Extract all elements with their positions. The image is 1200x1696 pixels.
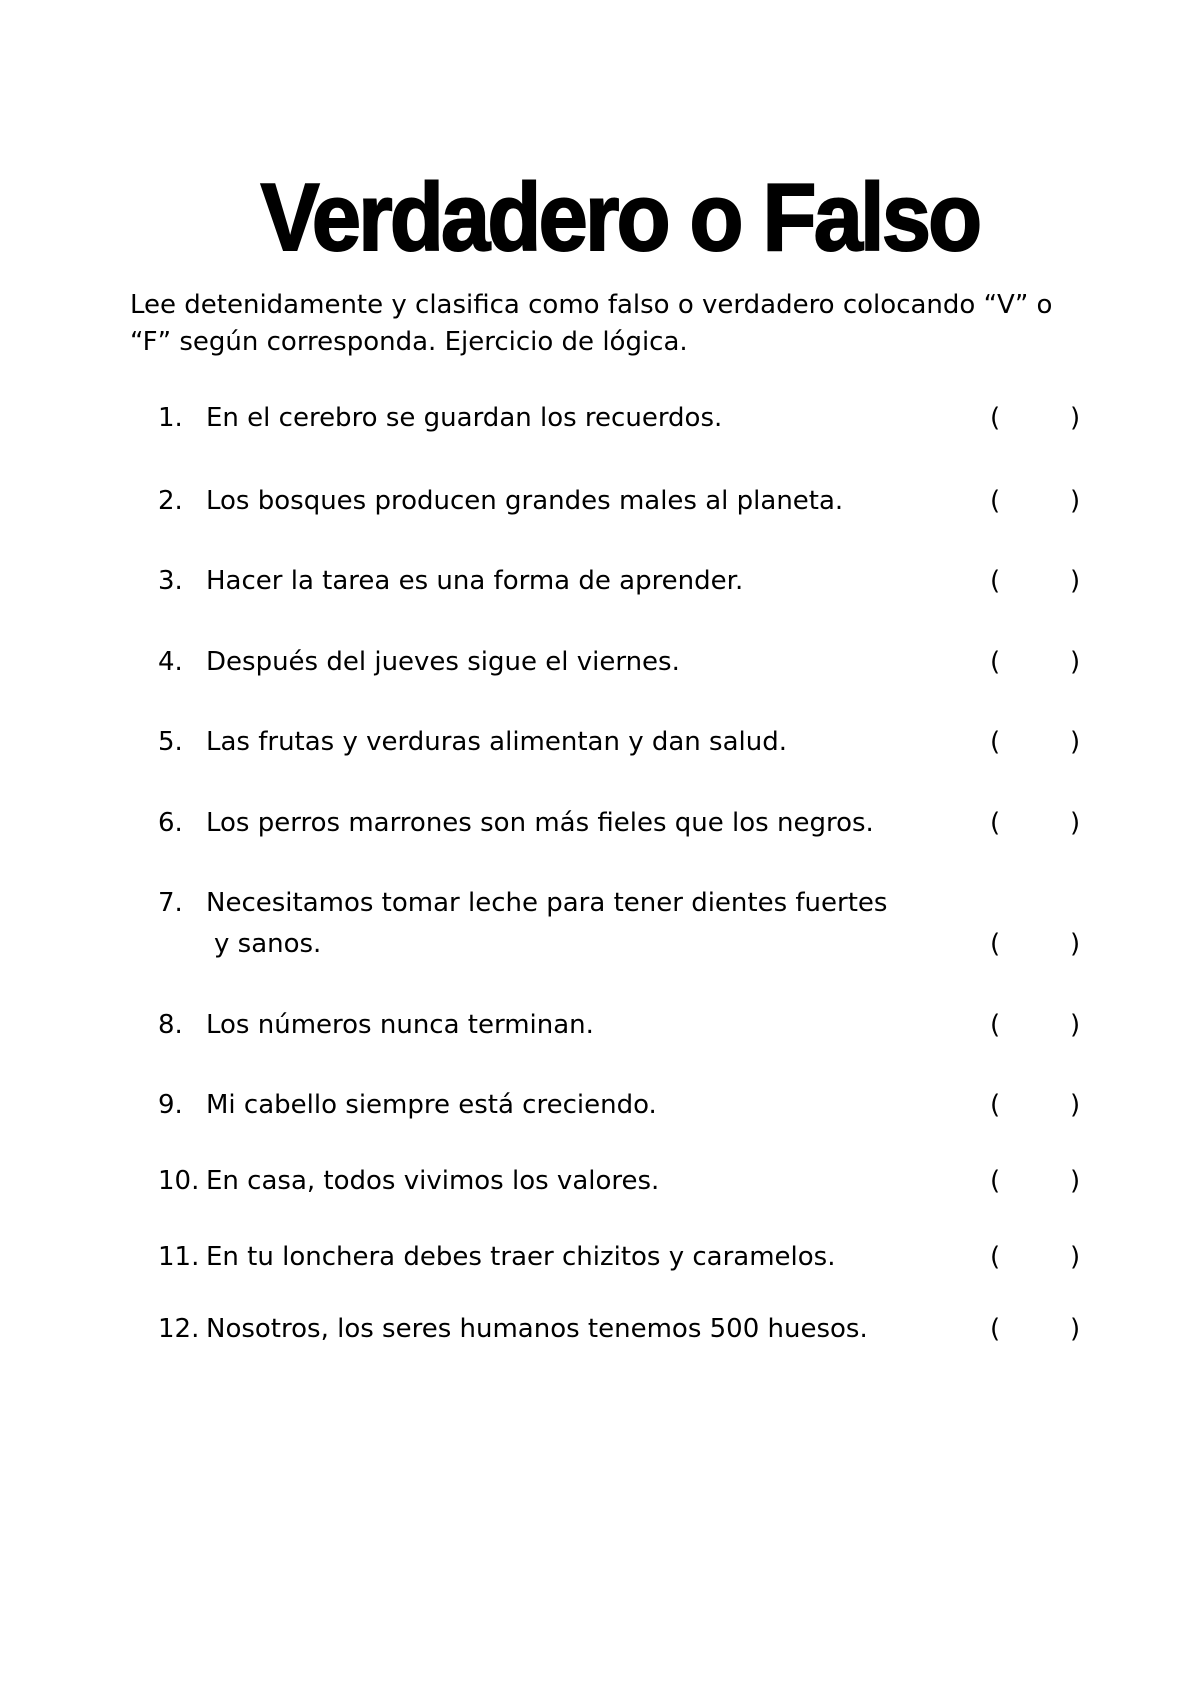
question-item [0, 642, 1200, 682]
question-number: 5. [158, 727, 183, 757]
answer-open-paren[interactable]: ( [990, 566, 1001, 596]
question-text: Necesitamos tomar leche para tener dientes fuertes [206, 888, 888, 918]
question-number: 2. [158, 486, 183, 516]
question-item [0, 1309, 1200, 1349]
question-item [0, 722, 1200, 762]
instructions-line-2: “F” según corresponda. Ejercicio de lógica. [130, 327, 688, 357]
question-item [0, 803, 1200, 843]
answer-close-paren[interactable]: ) [1070, 1242, 1081, 1272]
question-text: Las frutas y verduras alimentan y dan salud. [206, 727, 788, 757]
answer-close-paren[interactable]: ) [1070, 808, 1081, 838]
answer-open-paren[interactable]: ( [990, 1090, 1001, 1120]
question-text: Hacer la tarea es una forma de aprender. [206, 566, 744, 596]
question-item-continuation [0, 924, 1200, 964]
answer-close-paren[interactable]: ) [1070, 566, 1081, 596]
answer-open-paren[interactable]: ( [990, 929, 1001, 959]
question-text-continued: y sanos. [214, 929, 322, 959]
question-number: 7. [158, 888, 183, 918]
answer-open-paren[interactable]: ( [990, 1242, 1001, 1272]
question-text: Los bosques producen grandes males al planeta. [206, 486, 844, 516]
question-text: Después del jueves sigue el viernes. [206, 647, 680, 677]
question-number: 12. [158, 1314, 200, 1344]
question-number: 4. [158, 647, 183, 677]
answer-open-paren[interactable]: ( [990, 1314, 1001, 1344]
question-item [0, 1085, 1200, 1125]
answer-open-paren[interactable]: ( [990, 486, 1001, 516]
question-number: 11. [158, 1242, 200, 1272]
question-text: Mi cabello siempre está creciendo. [206, 1090, 657, 1120]
answer-close-paren[interactable]: ) [1070, 1090, 1081, 1120]
page-title: Verdadero o Falso [260, 164, 980, 271]
answer-open-paren[interactable]: ( [990, 403, 1001, 433]
question-item [0, 481, 1200, 521]
question-text: En el cerebro se guardan los recuerdos. [206, 403, 723, 433]
question-item [0, 561, 1200, 601]
question-text: Nosotros, los seres humanos tenemos 500 huesos. [206, 1314, 868, 1344]
question-text: Los números nunca terminan. [206, 1010, 594, 1040]
instructions [130, 287, 1090, 361]
question-item [0, 1161, 1200, 1201]
question-item [0, 1237, 1200, 1277]
answer-close-paren[interactable]: ) [1070, 403, 1081, 433]
question-item [0, 1005, 1200, 1045]
answer-open-paren[interactable]: ( [990, 727, 1001, 757]
question-number: 8. [158, 1010, 183, 1040]
answer-open-paren[interactable]: ( [990, 647, 1001, 677]
answer-close-paren[interactable]: ) [1070, 486, 1081, 516]
answer-open-paren[interactable]: ( [990, 1010, 1001, 1040]
answer-open-paren[interactable]: ( [990, 1166, 1001, 1196]
answer-close-paren[interactable]: ) [1070, 1010, 1081, 1040]
question-item [0, 883, 1200, 923]
answer-close-paren[interactable]: ) [1070, 929, 1081, 959]
instructions-line-1: Lee detenidamente y clasifica como falso o verdadero colocando “V” o [130, 290, 1053, 320]
answer-close-paren[interactable]: ) [1070, 1314, 1081, 1344]
answer-close-paren[interactable]: ) [1070, 727, 1081, 757]
question-number: 1. [158, 403, 183, 433]
question-number: 3. [158, 566, 183, 596]
answer-close-paren[interactable]: ) [1070, 1166, 1081, 1196]
question-text: Los perros marrones son más fieles que los negros. [206, 808, 874, 838]
question-number: 10. [158, 1166, 200, 1196]
question-number: 6. [158, 808, 183, 838]
answer-close-paren[interactable]: ) [1070, 647, 1081, 677]
answer-open-paren[interactable]: ( [990, 808, 1001, 838]
question-item [0, 398, 1200, 438]
question-text: En casa, todos vivimos los valores. [206, 1166, 660, 1196]
question-number: 9. [158, 1090, 183, 1120]
question-text: En tu lonchera debes traer chizitos y caramelos. [206, 1242, 836, 1272]
